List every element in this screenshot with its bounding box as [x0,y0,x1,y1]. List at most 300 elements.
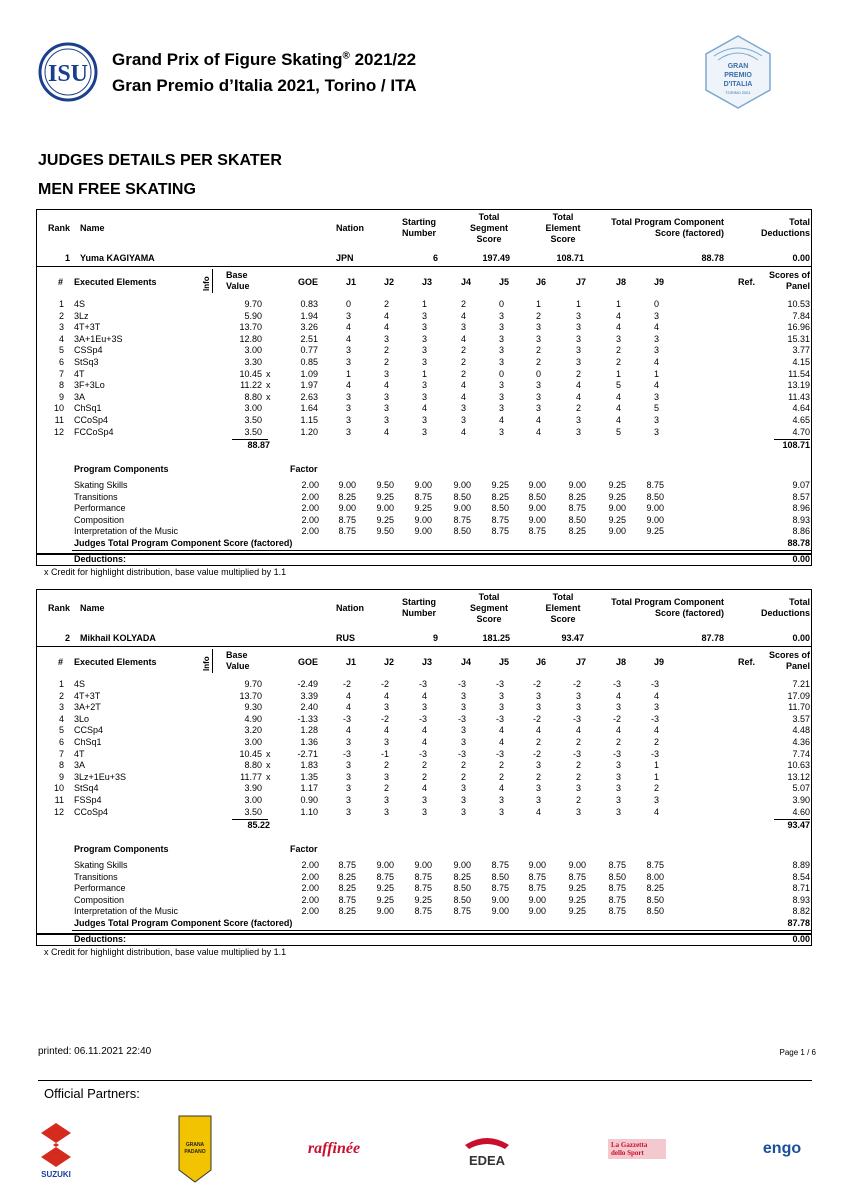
info-header: Info [202,276,211,291]
element-panel-score: 3.90 [792,795,810,805]
component-judge-score: 9.00 [453,503,471,514]
element-judge-score: 4 [498,415,504,425]
judge-header: J1 [345,277,356,287]
tpcs-header: Score (factored) [654,608,724,618]
skater-pcs: 87.78 [701,633,724,643]
component-judge-score: 9.25 [414,503,432,514]
starting-header: Number [401,608,436,618]
element-judge-score: -2 [532,748,541,759]
segment-title: MEN FREE SKATING [38,181,196,198]
component-judge-score: 9.25 [568,894,586,905]
element-number: 11 [54,795,64,805]
deductions-header: Total [789,217,810,227]
element-number: 9 [58,771,64,782]
deductions-total: 0.00 [792,934,810,944]
element-num-header: # [58,277,64,287]
element-judge-score: 3 [535,690,541,701]
element-judge-score: 2 [575,368,581,379]
element-judge-score: -3 [342,713,351,724]
component-panel-score: 8.93 [792,514,810,525]
element-number: 12 [53,806,64,817]
element-judge-score: 4 [653,322,659,333]
element-judge-score: 3 [383,771,389,782]
element-judge-score: 4 [575,725,581,736]
component-judge-score: 8.75 [338,526,356,537]
component-judge-score: 9.25 [608,480,626,490]
element-judge-score: 5 [615,426,621,437]
judge-header: J1 [345,657,356,667]
element-goe: 1.28 [300,725,318,736]
pcs-total: 87.78 [787,918,810,928]
element-judge-score: 3 [421,310,427,321]
element-judge-score: 1 [653,771,659,782]
element-judge-score: 3 [345,426,351,437]
tes-header: Score [550,234,576,244]
element-judge-score: 3 [615,806,621,817]
skater-nation: RUS [336,633,356,643]
component-judge-score: 8.00 [646,871,664,882]
element-judge-score: -2 [532,713,541,724]
component-judge-score: 8.50 [491,871,509,882]
element-judge-score: 3 [460,806,466,817]
component-judge-score: 8.75 [528,526,546,537]
element-base-value: 3.00 [244,737,262,747]
component-judge-score: 9.00 [414,526,432,537]
engo-logo: engo [762,1140,802,1157]
element-judge-score: 3 [535,760,541,771]
element-judge-score: -3 [418,748,427,759]
element-judge-score: 4 [345,380,351,391]
tes-total: 93.47 [787,820,810,831]
element-goe: 2.51 [300,333,318,344]
component-judge-score: 8.25 [338,871,356,882]
element-panel-score: 7.74 [792,748,810,759]
component-judge-score: 8.75 [376,871,394,882]
component-judge-score: 8.25 [338,491,356,502]
tss-header: Segment [469,223,508,233]
element-judge-score: 1 [615,368,621,379]
ref-header: Ref. [738,277,756,287]
element-judge-score: 3 [498,322,504,333]
component-judge-score: 9.00 [568,480,586,490]
element-judge-score: -3 [650,748,659,759]
element-goe: 1.94 [300,310,318,321]
component-panel-score: 8.71 [792,883,810,894]
element-judge-score: -3 [572,748,581,759]
element-judge-score: 2 [421,760,427,771]
element-base-value: 3.00 [244,795,262,805]
element-judge-score: 2 [575,737,581,747]
element-number: 10 [53,783,64,794]
component-judge-score: 8.75 [414,883,432,894]
partners-divider [38,1080,812,1081]
component-judge-score: 9.00 [376,503,394,514]
skater-tss: 197.49 [482,253,510,263]
element-goe: 3.39 [300,690,318,701]
pcs-total-rule [72,550,812,551]
element-name: 3A [74,760,86,771]
element-judge-score: 3 [615,333,621,344]
element-judge-score: 2 [460,299,466,309]
element-judge-score: 4 [615,310,621,321]
component-judge-score: 9.00 [338,480,356,490]
judge-header: J5 [498,277,509,287]
element-judge-score: 4 [615,725,621,736]
element-number: 5 [58,345,64,356]
judge-header: J5 [498,657,509,667]
component-judge-score: 8.50 [453,491,471,502]
element-judge-score: 4 [615,415,621,425]
element-goe: 1.20 [300,426,318,437]
element-goe: 1.97 [300,380,318,391]
component-judge-score: 8.25 [491,491,509,502]
deductions-header: Total [789,597,810,607]
skater-rank: 1 [64,253,70,263]
skater-tes: 93.47 [561,633,584,643]
element-name: CCSp4 [74,725,104,736]
element-judge-score: 3 [615,771,621,782]
element-judge-score: 1 [421,299,427,309]
element-judge-score: 3 [653,345,659,356]
judge-header: J3 [421,277,432,287]
element-name: 3Lz+1Eu+3S [74,771,127,782]
element-number: 6 [58,737,64,747]
element-judge-score: 1 [575,299,581,309]
program-components-header: Program Components [74,464,169,474]
tes-header: Total [552,212,574,222]
nation-header: Nation [336,223,364,233]
base-value-total: 85.22 [247,820,270,831]
component-name: Interpretation of the Music [74,906,179,917]
element-judge-score: -2 [572,679,581,689]
element-judge-score: -3 [650,679,659,689]
page-title: JUDGES DETAILS PER SKATER [38,152,282,169]
tss-header: Score [476,234,502,244]
element-name: 3A+1Eu+3S [74,333,123,344]
judges-total-label: Judges Total Program Component Score (factored) [74,918,293,928]
skater-start: 6 [432,253,438,263]
element-judge-score: -3 [572,713,581,724]
element-judge-score: 0 [653,299,659,309]
element-judge-score: 3 [460,403,466,414]
pcs-total-rule [72,930,812,931]
element-judge-score: 3 [383,391,389,402]
element-goe: -1.33 [297,713,318,724]
svg-text:TORINO 2021: TORINO 2021 [725,90,751,95]
element-goe: 3.26 [300,322,318,333]
partners-title: Official Partners: [44,1086,140,1101]
deductions-box [36,553,812,566]
element-judge-score: 3 [653,391,659,402]
element-base-value: 3.50 [244,415,262,425]
element-name: FCCoSp4 [74,426,114,437]
deductions-header: Deductions [760,228,810,238]
element-name: 3Lz [74,310,89,321]
element-panel-score: 10.53 [787,299,810,309]
skater-deductions: 0.00 [792,253,810,263]
element-judge-score: 2 [575,795,581,805]
deductions-header: Deductions [760,608,810,618]
element-judge-score: 0 [498,368,504,379]
element-judge-score: 3 [498,806,504,817]
component-judge-score: 9.25 [491,480,509,490]
element-judge-score: 2 [535,345,541,356]
svg-text:GRAN: GRAN [727,63,749,70]
element-judge-score: -3 [495,748,504,759]
component-judge-score: 9.00 [528,860,546,870]
element-judge-score: -2 [342,679,351,689]
judge-header: J3 [421,657,432,667]
element-name: StSq4 [74,783,99,794]
component-factor: 2.00 [301,906,319,917]
element-judge-score: 3 [421,380,427,391]
element-judge-score: -3 [612,748,621,759]
element-judge-score: 4 [421,737,427,747]
element-judge-score: 3 [460,795,466,805]
element-base-value: 11.22 [240,380,262,391]
element-base-value: 13.70 [239,322,262,333]
tss-header: Total [478,212,500,222]
element-judge-score: 2 [653,737,659,747]
element-judge-score: 3 [575,415,581,425]
program-components-header: Program Components [74,844,169,854]
pcs-total: 88.78 [787,538,810,548]
component-judge-score: 9.25 [376,491,394,502]
component-factor: 2.00 [301,860,319,870]
element-number: 6 [58,357,64,367]
element-goe: 1.17 [300,783,318,794]
element-judge-score: 3 [498,702,504,713]
element-name: 4S [74,299,86,309]
component-judge-score: 8.75 [414,491,432,502]
scores-of-panel-header: Panel [785,661,810,671]
base-value-header: Base [226,270,248,280]
element-panel-score: 7.21 [792,679,810,689]
component-judge-score: 8.75 [338,860,356,870]
element-judge-score: 3 [653,795,659,805]
element-judge-score: 2 [460,345,466,356]
element-name: 3A [74,391,86,402]
element-panel-score: 11.70 [788,702,810,713]
component-judge-score: 8.50 [646,906,664,917]
element-judge-score: -3 [418,679,427,689]
element-base-value: 8.80 [244,391,262,402]
component-judge-score: 9.00 [414,480,432,490]
element-judge-score: 3 [615,760,621,771]
element-judge-score: -3 [612,679,621,689]
element-bonus-mark: x [266,771,271,782]
element-judge-score: 2 [383,299,389,309]
judge-header: J9 [653,657,664,667]
component-judge-score: 8.50 [568,514,586,525]
element-judge-score: -3 [495,679,504,689]
component-judge-score: 8.25 [338,906,356,917]
component-judge-score: 9.00 [376,906,394,917]
element-judge-score: 3 [345,760,351,771]
element-judge-score: -2 [380,713,389,724]
element-name: 4T+3T [74,690,101,701]
element-judge-score: 2 [383,345,389,356]
element-judge-score: 3 [421,333,427,344]
event-subtitle: Gran Premio d’Italia 2021, Torino / ITA [112,76,417,95]
element-judge-score: 4 [345,725,351,736]
element-judge-score: 4 [421,690,427,701]
element-judge-score: 3 [615,783,621,794]
element-judge-score: 3 [421,806,427,817]
element-number: 2 [58,310,64,321]
skater-tss: 181.25 [482,633,510,643]
tes-header: Score [550,614,576,624]
element-judge-score: 3 [653,415,659,425]
element-number: 1 [58,299,64,309]
component-judge-score: 9.25 [376,883,394,894]
goe-header: GOE [297,277,318,287]
element-judge-score: 4 [535,725,541,736]
element-base-value: 4.90 [244,713,262,724]
tes-header: Element [545,223,581,233]
footnote: x Credit for highlight distribution, base value multiplied by 1.1 [44,567,287,577]
element-judge-score: 4 [575,380,581,391]
element-panel-score: 4.60 [792,806,810,817]
starting-header: Number [401,228,436,238]
component-judge-score: 9.00 [491,894,509,905]
element-judge-score: 3 [653,426,659,437]
component-judge-score: 9.00 [528,906,546,917]
element-judge-score: 3 [383,415,389,425]
executed-elements-header: Executed Elements [74,657,157,667]
element-base-value: 11.77 [240,771,262,782]
element-bonus-mark: x [266,391,271,402]
element-judge-score: 4 [421,403,427,414]
component-factor: 2.00 [301,894,319,905]
component-factor: 2.00 [301,480,319,490]
judge-header: J4 [460,657,471,667]
element-judge-score: 2 [615,345,621,356]
element-judge-score: 2 [575,760,581,771]
component-factor: 2.00 [301,883,319,894]
goe-header: GOE [297,657,318,667]
component-judge-score: 9.00 [414,860,432,870]
element-judge-score: 4 [615,690,621,701]
starting-header: Starting [401,597,436,607]
element-judge-score: 2 [460,357,466,367]
component-name: Composition [74,894,125,905]
element-judge-score: 3 [575,702,581,713]
component-judge-score: 9.25 [568,883,586,894]
element-judge-score: 1 [615,299,621,309]
element-base-value: 3.50 [244,426,262,437]
svg-text:GRANA: GRANA [185,1142,205,1148]
element-judge-score: -3 [418,713,427,724]
element-judge-score: 4 [498,737,504,747]
tes-header: Element [545,603,581,613]
element-judge-score: 3 [460,702,466,713]
element-base-value: 3.90 [244,783,262,794]
element-judge-score: 5 [653,403,659,414]
element-judge-score: 3 [383,333,389,344]
element-judge-score: 3 [653,310,659,321]
element-judge-score: 4 [498,725,504,736]
element-base-value: 9.30 [244,702,262,713]
component-judge-score: 8.50 [646,894,664,905]
element-judge-score: 4 [421,725,427,736]
element-judge-score: 3 [383,368,389,379]
element-judge-score: 2 [498,771,504,782]
component-judge-score: 8.75 [338,514,356,525]
element-judge-score: 2 [575,403,581,414]
component-judge-score: 8.25 [568,526,586,537]
element-judge-score: 2 [575,771,581,782]
element-number: 11 [54,415,64,425]
component-judge-score: 8.50 [491,503,509,514]
component-judge-score: 8.25 [453,871,471,882]
element-name: FSSp4 [74,795,102,805]
raffinee-logo: raffinée [307,1140,361,1157]
element-judge-score: 2 [460,368,466,379]
component-name: Interpretation of the Music [74,526,179,537]
suzuki-logo [28,1114,84,1184]
element-judge-score: 2 [383,783,389,794]
element-number: 8 [58,760,64,771]
element-judge-score: 3 [460,737,466,747]
element-panel-score: 4.48 [792,725,810,736]
component-judge-score: 8.50 [646,491,664,502]
element-judge-score: 3 [535,333,541,344]
svg-text:PADANO: PADANO [184,1149,206,1155]
element-panel-score: 3.57 [792,713,810,724]
element-judge-score: 2 [460,760,466,771]
element-number: 2 [58,690,64,701]
element-base-value: 3.00 [244,345,262,356]
component-name: Transitions [74,491,118,502]
element-name: StSq3 [74,357,99,367]
element-panel-score: 17.09 [787,690,810,701]
component-judge-score: 8.75 [568,871,586,882]
svg-text:EDEA: EDEA [468,1153,506,1168]
component-judge-score: 9.00 [376,860,394,870]
component-judge-score: 8.50 [453,883,471,894]
element-number: 3 [58,702,64,713]
element-panel-score: 5.07 [792,783,810,794]
element-number: 1 [58,679,64,689]
element-judge-score: 2 [498,760,504,771]
component-judge-score: 8.75 [528,871,546,882]
component-judge-score: 9.25 [608,491,626,502]
tes-header: Total [552,592,574,602]
element-judge-score: 3 [653,702,659,713]
component-judge-score: 9.25 [414,894,432,905]
element-judge-score: 0 [535,368,541,379]
starting-header: Starting [401,217,436,227]
element-number: 7 [58,748,64,759]
component-judge-score: 9.25 [568,906,586,917]
element-goe: 1.64 [300,403,318,414]
component-judge-score: 9.00 [453,480,471,490]
judges-total-label: Judges Total Program Component Score (factored) [74,538,293,548]
element-goe: 0.83 [300,299,318,309]
element-judge-score: 3 [575,345,581,356]
rank-header: Rank [48,603,71,613]
component-judge-score: 9.50 [376,480,394,490]
element-judge-score: -3 [457,748,466,759]
tpcs-header: Score (factored) [654,228,724,238]
element-goe: 1.83 [300,760,318,771]
element-judge-score: 3 [615,702,621,713]
element-panel-score: 16.96 [787,322,810,333]
element-judge-score: 3 [345,310,351,321]
component-judge-score: 9.00 [528,480,546,490]
component-judge-score: 8.75 [414,906,432,917]
